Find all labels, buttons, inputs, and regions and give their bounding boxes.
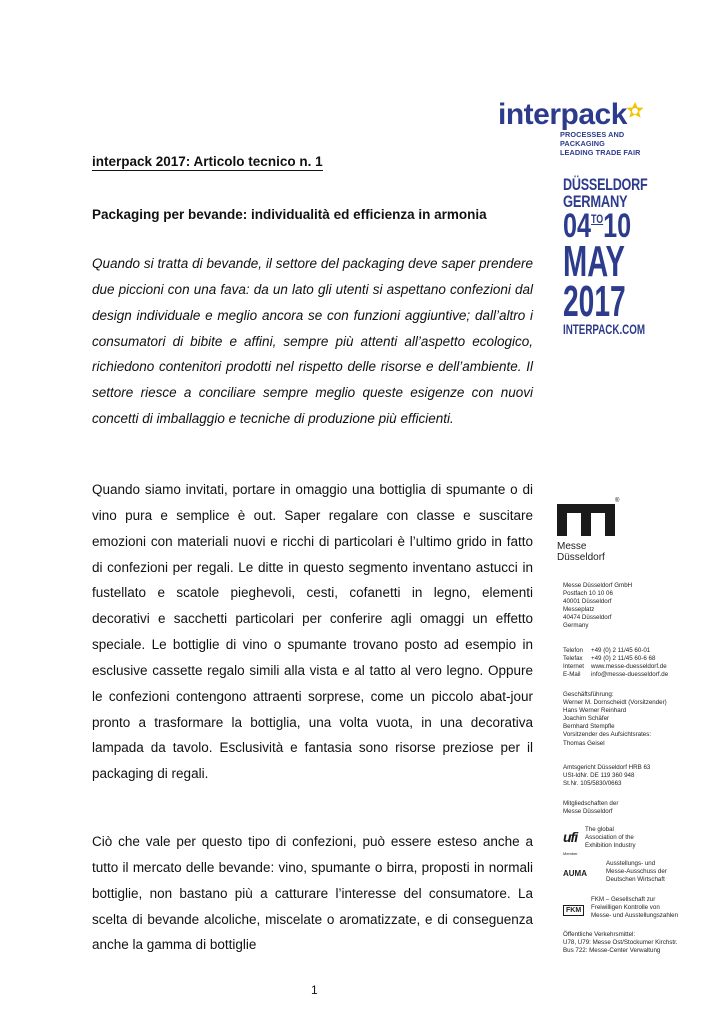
phone-value: +49 (0) 2 11/45 60-01 xyxy=(591,647,651,654)
email-link[interactable]: info@messe-duesseldorf.de xyxy=(591,671,669,679)
transit-heading: Öffentliche Verkehrsmittel: xyxy=(563,931,636,938)
company-address xyxy=(563,582,713,631)
address-line: Postfach 10 10 06 xyxy=(563,590,613,598)
interpack-star-icon xyxy=(625,101,645,121)
fair-city: DÜSSELDORF xyxy=(563,175,648,194)
transit-line: U78, U79: Messe Ost/Stockumer Kirchstr. xyxy=(563,939,678,947)
website-link[interactable]: www.messe-duesseldorf.de xyxy=(591,663,667,671)
registry-line: USt-IdNr. DE 119 360 948 xyxy=(563,772,635,780)
manager-name: Joachim Schäfer xyxy=(563,715,610,723)
registry-line: Amtsgericht Düsseldorf HRB 63 xyxy=(563,764,651,771)
messe-name: Düsseldorf xyxy=(557,552,605,563)
manager-name: Hans Werner Reinhard xyxy=(563,707,627,715)
public-transport-info xyxy=(563,931,713,955)
fax-value: +49 (0) 2 11/45 60-6 68 xyxy=(591,655,656,663)
auma-text-line: Ausstellungs- und xyxy=(606,860,656,867)
article-intro: Quando si tratta di bevande, il settore del packaging deve saper prendere due piccioni con una fava: da un lato gli utenti si aspettano confezioni dal design individuale e meglio ancora se con funzioni aggiuntive; dall’altro i consumatori di bibite e affini, sempre più attenti all’aspetto ecologico, richiedono contenitori prodotti nel rispetto delle risorse e dell’ambiente. Il settore riesce a conciliare sempre meglio queste esigenze con nuovi concetti di imballaggio e tecniche di produzione più efficienti. xyxy=(92,256,533,427)
management-heading: Geschäftsführung: xyxy=(563,691,614,698)
address-line: Messeplatz xyxy=(563,606,595,614)
address-line: Messe Düsseldorf GmbH xyxy=(563,582,633,589)
registry-line: St.Nr. 105/5830/0663 xyxy=(563,780,622,788)
article-title: interpack 2017: Articolo tecnico n. 1 xyxy=(92,154,323,169)
transit-line: Bus 722: Messe-Center Verwaltung xyxy=(563,947,661,955)
registry-info xyxy=(563,764,713,788)
interpack-logo xyxy=(498,100,668,157)
contact-label: Telefon xyxy=(563,647,583,654)
fkm-text-line: Messe- und Ausstellungszahlen xyxy=(591,911,679,919)
manager-name: Werner M. Dornscheidt (Vorsitzender) xyxy=(563,699,667,707)
ufi-member-label: Member xyxy=(563,851,578,856)
fair-country: GERMANY xyxy=(563,192,628,211)
memberships-heading xyxy=(563,800,713,816)
contact-label: E-Mail xyxy=(563,671,581,679)
logo-tagline: PROCESSES AND PACKAGING xyxy=(560,130,625,148)
ufi-membership xyxy=(563,826,683,854)
auma-membership xyxy=(563,860,713,888)
ufi-logo-icon: ufi xyxy=(563,829,578,845)
auma-logo-icon: AUMA xyxy=(563,869,587,878)
fair-to: TO xyxy=(590,212,604,226)
messe-duesseldorf-logo xyxy=(557,500,637,563)
board-heading: Vorsitzender des Aufsichtsrates: xyxy=(563,731,652,739)
page-number: 1 xyxy=(311,983,318,997)
board-chair: Thomas Geisel xyxy=(563,739,605,747)
fkm-text-line: FKM – Gesellschaft zur xyxy=(591,896,656,903)
auma-text-line: Deutschen Wirtschaft xyxy=(606,875,665,883)
logo-tagline: LEADING TRADE FAIR xyxy=(560,148,641,157)
fair-website-link[interactable]: INTERPACK.COM xyxy=(563,321,646,337)
address-line: Germany xyxy=(563,622,589,630)
management-info xyxy=(563,691,713,748)
fkm-text-line: Freiwilligen Kontrolle von xyxy=(591,903,660,911)
article-paragraph: Ciò che vale per questo tipo di confezioni, può essere esteso anche a tutto il mercato delle bevande: vino, spumante o birra, proposti in normali bottiglie, non bastano più a catturare l’interesse del consumatore. La scelta di bevande alcoliche, miscelate o aromatizzate, e di conseguenza anche la gamma di bottiglie xyxy=(92,834,533,953)
contact-info xyxy=(563,647,713,679)
contact-label: Telefax xyxy=(563,655,583,663)
contact-label: Internet xyxy=(563,663,584,671)
memberships-heading-line: Messe Düsseldorf xyxy=(563,808,613,816)
ufi-text-line: Association of the xyxy=(585,833,634,841)
fair-end-day: 10 xyxy=(603,207,632,245)
registered-mark: ® xyxy=(615,498,620,504)
article-subtitle: Packaging per bevande: individualità ed efficienza in armonia xyxy=(92,207,487,222)
article-paragraph: Quando siamo invitati, portare in omaggio una bottiglia di spumante o di vino pura e semplice è out. Saper regalare con classe e suscitare emozioni con materiali nuovi e ricchi di particolari è l’ultimo grido in fatto di confezioni per regali. Le ditte in questo segmento inventano astucci in fustellato e scatole pieghevoli, cesti, cofanetti in legno, elementi decorativi e sacchetti particolari per conferire agli omaggi un effetto speciale. Le bottiglie di vino o spumante trovano posto ad esempio in esclusive cassette regalo simili alla vista e al tatto al vero legno. Oppure le confezioni contengono attraenti sorprese, come un piccolo abat-jour pronto a trasformare la bottiglia, una volta vuota, in una decorativa lampada da tavolo. Esclusività e fantasia sono risorse preziose per il packaging di regali. xyxy=(92,482,533,782)
address-line: 40474 Düsseldorf xyxy=(563,614,612,622)
logo-wordmark: interpack xyxy=(498,98,627,131)
messe-name: Messe xyxy=(557,541,587,552)
fair-month: MAY xyxy=(563,237,625,286)
ufi-text-line: Exhibition Industry xyxy=(585,841,636,849)
messe-m-icon xyxy=(557,498,620,536)
address-line: 40001 Düsseldorf xyxy=(563,598,612,606)
fair-start-day: 04 xyxy=(563,207,591,245)
ufi-text-line: The global xyxy=(585,826,614,833)
manager-name: Bernhard Stempfle xyxy=(563,723,615,731)
fkm-logo-icon: FKM xyxy=(563,905,584,916)
memberships-heading-line: Mitgliedschaften der xyxy=(563,800,619,807)
fair-dates-block xyxy=(563,176,673,336)
fkm-membership xyxy=(563,896,713,928)
auma-text-line: Messe-Ausschuss der xyxy=(606,867,667,875)
fair-year: 2017 xyxy=(563,277,626,326)
